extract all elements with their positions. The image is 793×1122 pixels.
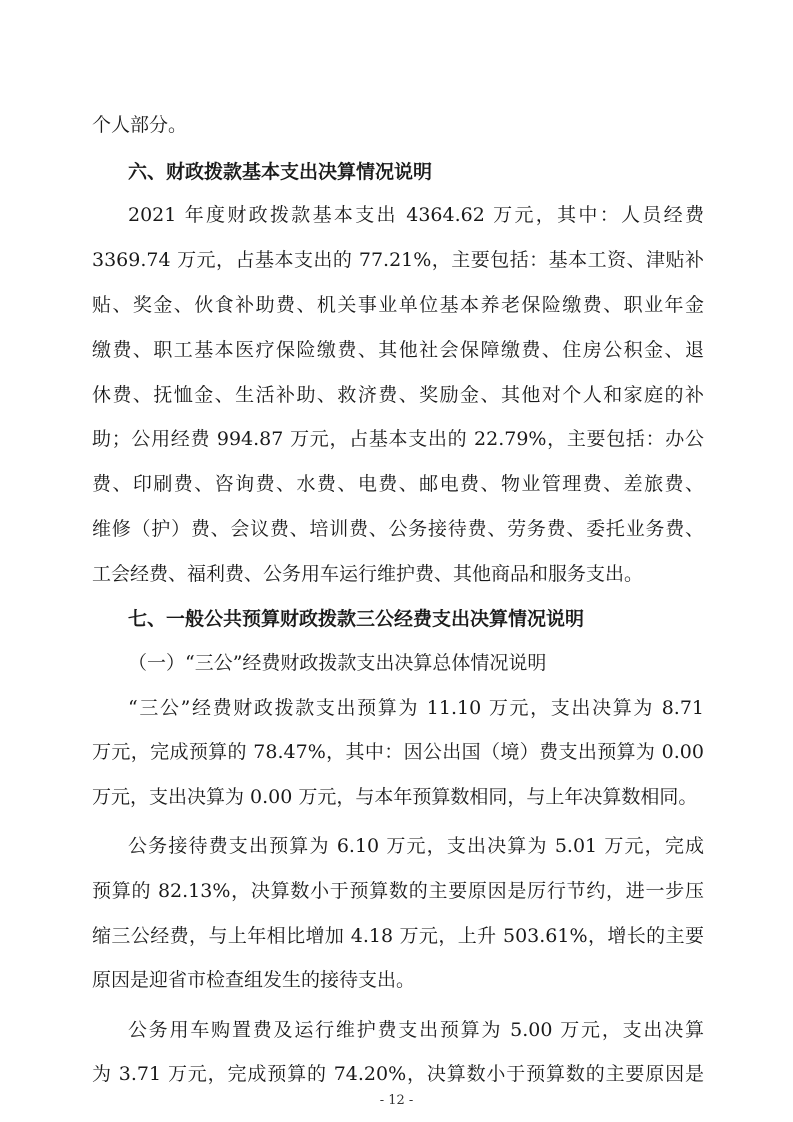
paragraph-line: 费、印刷费、咨询费、水费、电费、邮电费、物业管理费、差旅费、 xyxy=(92,473,704,495)
paragraph-line: 贴、奖金、伙食补助费、机关事业单位基本养老保险缴费、职业年金 xyxy=(92,294,704,316)
paragraph-line: 公务接待费支出预算为 6.10 万元，支出决算为 5.01 万元，完成 xyxy=(128,835,704,857)
section-heading: 六、财政拨款基本支出决算情况说明 xyxy=(128,161,433,183)
paragraph-line: 缩三公经费，与上年相比增加 4.18 万元，上升 503.61%，增长的主要 xyxy=(92,925,704,947)
page-number: - 12 - xyxy=(379,1093,414,1108)
paragraph-line: 万元，完成预算的 78.47%，其中：因公出国（境）费支出预算为 0.00 xyxy=(92,741,704,763)
paragraph-line: 万元，支出决算为 0.00 万元，与本年预算数相同，与上年决算数相同。 xyxy=(92,786,698,808)
paragraph-line: 2021 年度财政拨款基本支出 4364.62 万元，其中：人员经费 xyxy=(128,204,704,226)
subsection-heading: （一）“三公”经费财政拨款支出决算总体情况说明 xyxy=(128,652,547,674)
paragraph-line: “三公”经费财政拨款支出预算为 11.10 万元，支出决算为 8.71 xyxy=(128,697,704,719)
paragraph-line: 公务用车购置费及运行维护费支出预算为 5.00 万元，支出决算 xyxy=(128,1019,704,1041)
paragraph-line: 工会经费、福利费、公务用车运行维护费、其他商品和服务支出。 xyxy=(92,563,644,585)
paragraph-line: 原因是迎省市检查组发生的接待支出。 xyxy=(92,969,416,991)
paragraph-line: 助；公用经费 994.87 万元，占基本支出的 22.79%，主要包括：办公 xyxy=(92,428,704,450)
paragraph-line: 缴费、职工基本医疗保险缴费、其他社会保障缴费、住房公积金、退 xyxy=(92,339,704,361)
paragraph-line: 3369.74 万元，占基本支出的 77.21%，主要包括：基本工资、津贴补 xyxy=(92,249,704,271)
paragraph-line: 预算的 82.13%，决算数小于预算数的主要原因是厉行节约，进一步压 xyxy=(92,880,704,902)
text-line: 个人部分。 xyxy=(92,114,188,136)
paragraph-line: 维修（护）费、会议费、培训费、公务接待费、劳务费、委托业务费、 xyxy=(92,518,704,540)
paragraph-line: 休费、抚恤金、生活补助、救济费、奖励金、其他对个人和家庭的补 xyxy=(92,384,704,406)
paragraph-line: 为 3.71 万元，完成预算的 74.20%，决算数小于预算数的主要原因是 xyxy=(92,1063,704,1085)
section-heading: 七、一般公共预算财政拨款三公经费支出决算情况说明 xyxy=(128,608,585,630)
